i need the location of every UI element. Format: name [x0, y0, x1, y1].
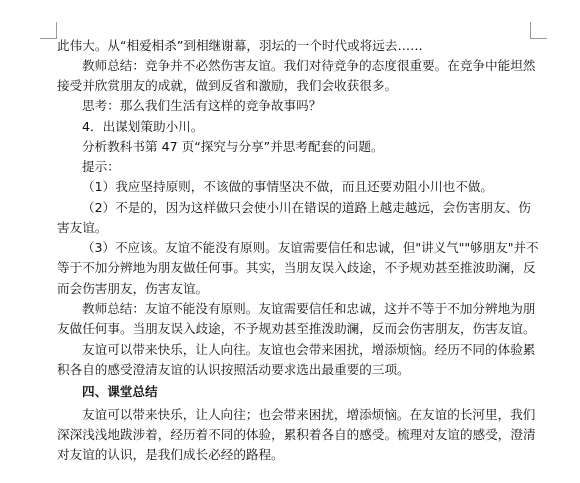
paragraph-line: 而会伤害朋友，伤害友谊。: [57, 281, 209, 296]
paragraph-line: 此伟大。从“相爱相杀”到相继谢幕，羽坛的一个时代或将远去……: [57, 38, 423, 53]
top-left-margin-mark: [40, 22, 57, 39]
paragraph-line: （1）我应坚持原则，不该做的事情坚决不做，而且还要劝阻小川也不做。: [82, 179, 494, 194]
paragraph-line: 思考：那么我们生活有这样的竞争故事吗？: [82, 98, 322, 113]
paragraph-line: 深深浅浅地跋涉着，经历着不同的体验，累积着各自的感受。梳理对友谊的感受，澄清: [57, 427, 536, 442]
paragraph-line: 教师总结：友谊不能没有原则。友谊需要信任和忠诚，这并不等于不加分辨地为朋: [82, 301, 536, 316]
paragraph-line: 友谊可以带来快乐，让人向往。友谊也会带来困扰，增添烦恼。经历不同的体验累: [82, 342, 536, 357]
section-heading: 四、课堂总结: [82, 384, 158, 399]
paragraph-line: 友做任何事。当朋友误入歧途，不予规劝甚至推泼助澜，反而会伤害朋友，伤害友谊。: [57, 321, 536, 336]
paragraph-line: 对友谊的认识，是我们成长必经的路程。: [57, 447, 284, 462]
paragraph-line: 教师总结：竞争并不必然伤害友谊。我们对待竞争的态度很重要。在竞争中能坦然: [82, 58, 536, 73]
paragraph-line: 积各自的感受澄清友谊的认识按照活动要求选出最重要的三项。: [57, 362, 410, 377]
paragraph-line: 等于不加分辨地为朋友做任何事。其实，当朋友误入歧途，不予规劝甚至推波助澜，反: [57, 260, 536, 275]
paragraph-line: （3）不应该。友谊不能没有原则。友谊需要信任和忠诚，但"讲义气""够朋友"并不: [82, 240, 539, 255]
paragraph-line: 害友谊。: [57, 220, 108, 235]
paragraph-line: 提示：: [82, 159, 120, 174]
paragraph-line: 接受并欣赏朋友的成就，做到反省和激励，我们会收获很多。: [57, 78, 398, 93]
section-line: 4．出谋划策助小川。: [82, 119, 204, 134]
paragraph-line: （2）不是的，因为这样做只会使小川在错误的道路上越走越远，会伤害朋友、伤: [82, 200, 531, 215]
paragraph-line: 分析教科书第 47 页“探究与分享”并思考配套的问题。: [82, 139, 384, 154]
paragraph-line: 友谊可以带来快乐，让人向往；也会带来困扰，增添烦恼。在友谊的长河里，我们: [82, 407, 536, 422]
